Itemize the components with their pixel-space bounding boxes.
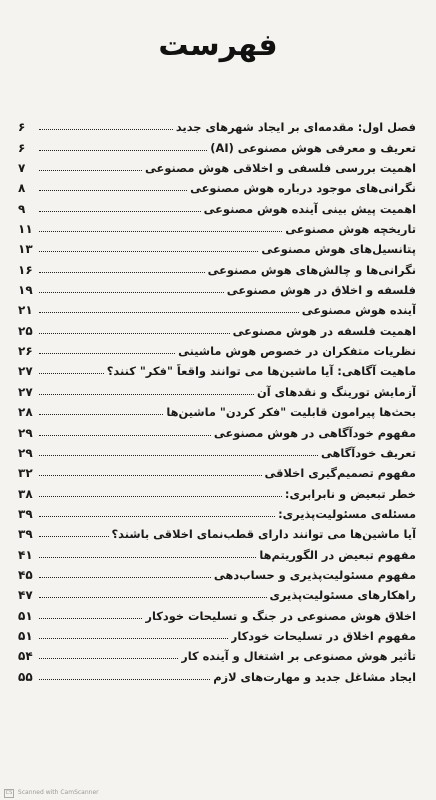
toc-entry — [18, 562, 416, 582]
toc-entry — [18, 195, 416, 215]
toc-entry — [18, 358, 416, 378]
toc-entry — [18, 256, 416, 276]
scanner-watermark-text: Scanned with CamScanner — [17, 789, 99, 796]
toc-entry-title: فلسفه و اخلاق در هوش مصنوعی — [226, 283, 416, 298]
toc-entry-title: مفهوم اخلاق در تسلیحات خودکار — [230, 628, 416, 643]
toc-leader-dots — [39, 128, 173, 130]
toc-leader-dots — [39, 311, 299, 313]
toc-leader-dots — [39, 189, 187, 191]
toc-entry — [18, 175, 416, 195]
toc-entry — [18, 460, 416, 480]
toc-entry-title: اهمیت بررسی فلسفی و اخلاقی هوش مصنوعی — [145, 161, 416, 176]
page-title: فهرست — [158, 28, 278, 63]
toc-entry-page-number: ۱۳ — [18, 242, 33, 257]
toc-entry — [18, 216, 416, 236]
toc-leader-dots — [39, 332, 230, 334]
toc-entry — [18, 317, 416, 337]
toc-entry-title: مفهوم تبعیض در الگوریتم‌ها — [259, 547, 416, 562]
toc-leader-dots — [39, 149, 207, 151]
toc-entry-page-number: ۳۹ — [18, 527, 33, 542]
toc-entry — [18, 480, 416, 500]
toc-entry-title: پتانسیل‌های هوش مصنوعی — [261, 242, 416, 257]
toc-entry-title: مفهوم خودآگاهی در هوش مصنوعی — [213, 425, 416, 440]
toc-entry-page-number: ۱۱ — [18, 222, 33, 237]
toc-entry — [18, 277, 416, 297]
toc-entry-page-number: ۳۹ — [18, 506, 33, 521]
toc-entry-title: آینده هوش مصنوعی — [301, 303, 416, 318]
toc-entry-title: نظریات متفکران در خصوص هوش ماشینی — [178, 344, 416, 359]
camscanner-logo-icon: CS — [5, 790, 13, 796]
toc-entry — [18, 602, 416, 622]
toc-entry-page-number: ۲۷ — [18, 364, 33, 379]
toc-leader-dots — [39, 169, 142, 171]
toc-leader-dots — [39, 657, 178, 659]
toc-entry-page-number: ۷ — [18, 161, 26, 176]
toc-entry-page-number: ۲۷ — [18, 384, 33, 399]
toc-entry-title: تاریخچه هوش مصنوعی — [285, 222, 416, 237]
toc-entry-title: نگرانی‌های موجود درباره هوش مصنوعی — [190, 181, 416, 196]
toc-entry-page-number: ۹ — [18, 201, 26, 216]
toc-leader-dots — [39, 352, 175, 354]
toc-entry-page-number: ۳۲ — [18, 466, 33, 481]
toc-entry-page-number: ۲۵ — [18, 323, 33, 338]
toc-entry — [18, 155, 416, 175]
toc-entry — [18, 582, 416, 602]
toc-entry-page-number: ۲۹ — [18, 445, 33, 460]
toc-entry-page-number: ۵۵ — [18, 669, 33, 684]
toc-entry — [18, 378, 416, 398]
toc-entry-title: فصل اول: مقدمه‌ای بر ایجاد شهرهای جدید — [175, 120, 416, 135]
toc-leader-dots — [39, 678, 210, 680]
toc-entry-title: ماهیت آگاهی: آیا ماشین‌ها می توانند واقعاً "فکر" کنند؟ — [106, 364, 416, 379]
toc-leader-dots — [39, 535, 109, 537]
toc-entry-page-number: ۳۸ — [18, 486, 33, 501]
toc-entry-title: اهمیت فلسفه در هوش مصنوعی — [232, 323, 416, 338]
toc-entry-title: مفهوم مسئولیت‌پذیری و حساب‌دهی — [213, 567, 416, 582]
toc-leader-dots — [39, 230, 282, 232]
toc-entry-title: مفهوم تصمیم‌گیری اخلاقی — [264, 466, 416, 481]
toc-entry-page-number: ۱۹ — [18, 283, 33, 298]
toc-entry-title: تعریف و معرفی هوش مصنوعی (AI) — [210, 140, 416, 155]
toc-entry — [18, 643, 416, 663]
toc-entry-page-number: ۲۱ — [18, 303, 33, 318]
table-of-contents — [18, 114, 416, 684]
toc-entry-page-number: ۸ — [18, 181, 26, 196]
toc-leader-dots — [39, 393, 254, 395]
toc-entry-title: اخلاق هوش مصنوعی در جنگ و تسلیحات خودکار — [145, 608, 416, 623]
toc-entry-page-number: ۲۹ — [18, 425, 33, 440]
toc-leader-dots — [39, 413, 163, 415]
toc-entry-page-number: ۲۶ — [18, 344, 33, 359]
toc-entry-title: آیا ماشین‌ها می توانند دارای قطب‌نمای اخلاقی باشند؟ — [111, 527, 416, 542]
toc-entry-page-number: ۴۱ — [18, 547, 33, 562]
toc-entry-title: آزمایش تورینگ و نقدهای آن — [257, 384, 416, 399]
toc-entry-title: ایجاد مشاغل جدید و مهارت‌های لازم — [213, 669, 416, 684]
toc-entry — [18, 501, 416, 521]
toc-entry — [18, 338, 416, 358]
toc-entry-page-number: ۴۷ — [18, 588, 33, 603]
toc-entry-title: اهمیت پیش بینی آینده هوش مصنوعی — [203, 201, 416, 216]
toc-leader-dots — [39, 454, 318, 456]
toc-leader-dots — [39, 372, 104, 374]
toc-entry-page-number: ۵۱ — [18, 608, 33, 623]
toc-entry-page-number: ۲۸ — [18, 405, 33, 420]
toc-leader-dots — [39, 250, 258, 252]
toc-entry — [18, 440, 416, 460]
toc-entry-title: نگرانی‌ها و چالش‌های هوش مصنوعی — [207, 262, 416, 277]
toc-entry-page-number: ۵۴ — [18, 649, 33, 664]
toc-leader-dots — [39, 271, 205, 273]
toc-entry — [18, 399, 416, 419]
toc-entry-title: خطر تبعیض و نابرابری: — [284, 486, 416, 501]
toc-entry-title: مسئله‌ی مسئولیت‌پذیری: — [278, 506, 416, 521]
toc-entry-title: بحث‌ها پیرامون قابلیت "فکر کردن" ماشین‌ها — [166, 405, 416, 420]
toc-entry-title: تعریف خودآگاهی — [320, 445, 416, 460]
toc-leader-dots — [39, 434, 211, 436]
scanner-watermark — [4, 789, 99, 798]
toc-leader-dots — [39, 291, 224, 293]
toc-entry-page-number: ۴۵ — [18, 567, 33, 582]
toc-entry — [18, 134, 416, 154]
toc-entry — [18, 663, 416, 683]
toc-entry — [18, 521, 416, 541]
toc-leader-dots — [39, 515, 275, 517]
toc-entry — [18, 419, 416, 439]
toc-entry — [18, 297, 416, 317]
toc-entry-page-number: ۱۶ — [18, 262, 33, 277]
toc-entry-title: راهکارهای مسئولیت‌پذیری — [269, 588, 416, 603]
toc-leader-dots — [39, 576, 211, 578]
toc-leader-dots — [39, 495, 282, 497]
toc-leader-dots — [39, 474, 262, 476]
toc-entry — [18, 236, 416, 256]
toc-entry-page-number: ۶ — [18, 140, 26, 155]
toc-entry-page-number: ۶ — [18, 120, 26, 135]
toc-entry — [18, 541, 416, 561]
toc-entry — [18, 114, 416, 134]
toc-leader-dots — [39, 637, 228, 639]
toc-entry — [18, 623, 416, 643]
toc-leader-dots — [39, 617, 142, 619]
toc-leader-dots — [39, 556, 256, 558]
toc-entry-title: تأثیر هوش مصنوعی بر اشتغال و آینده کار — [181, 649, 416, 664]
toc-leader-dots — [39, 210, 201, 212]
toc-leader-dots — [39, 596, 267, 598]
toc-entry-page-number: ۵۱ — [18, 628, 33, 643]
